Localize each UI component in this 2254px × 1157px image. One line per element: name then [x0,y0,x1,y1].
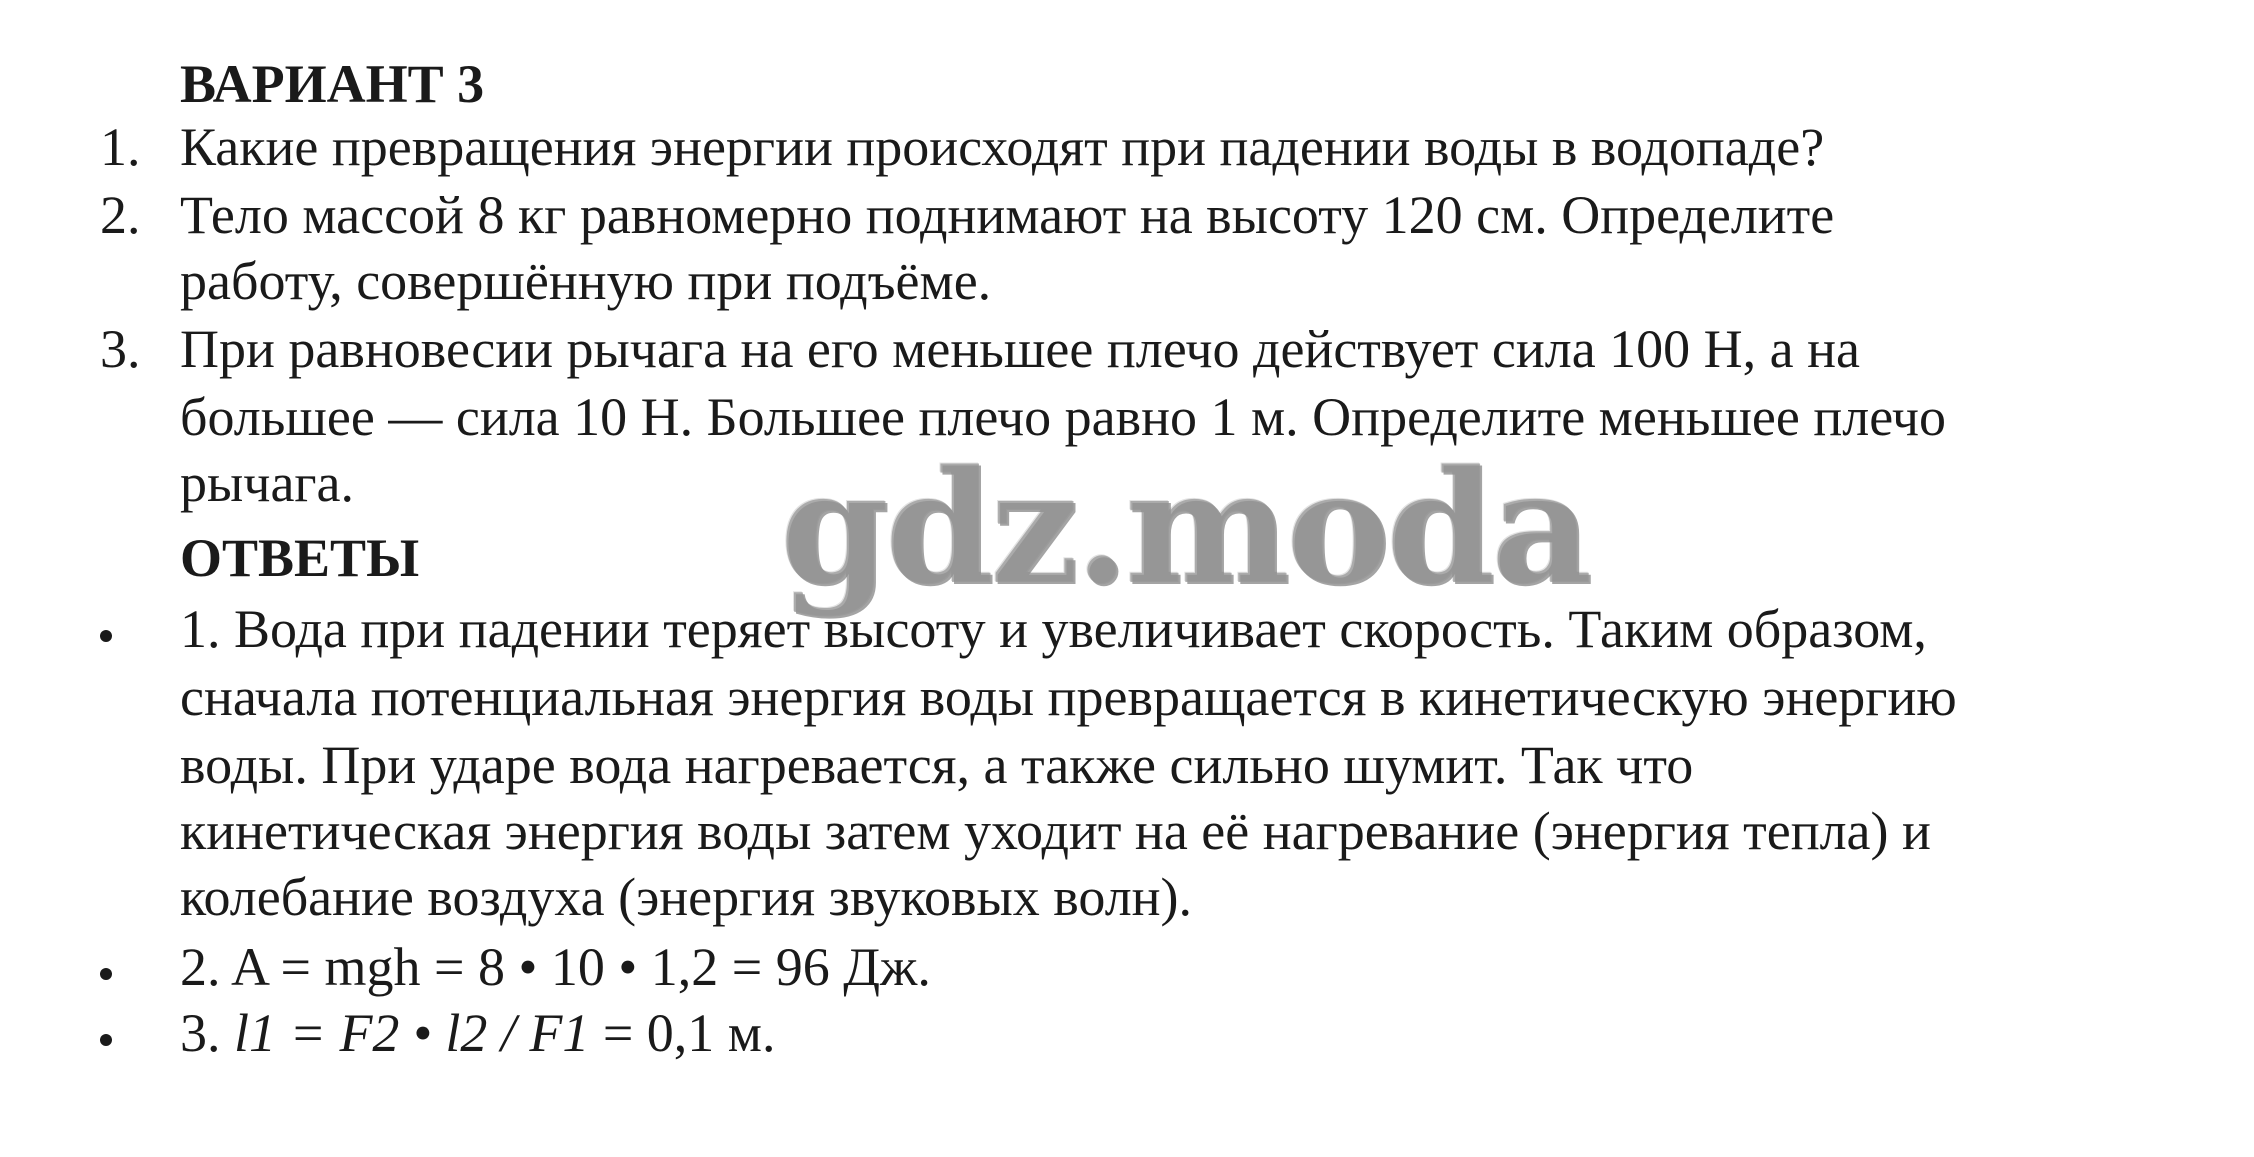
answer-3-line-1 [180,1000,775,1066]
answer-3-prefix: 3. [180,1003,234,1063]
question-1-number: 1. [100,117,141,177]
bullet-icon [100,968,112,980]
question-3-line-1: При равновесии рычага на его меньшее плечо действует сила 100 Н, а на [180,319,1861,379]
answer-1-line-3: воды. При ударе вода нагревается, а также сильно шумит. Так что [180,735,1694,795]
question-2-line-1: Тело массой 8 кг равномерно поднимают на высоту 120 см. Определите [180,185,1835,245]
bullet-icon [100,1034,112,1046]
answer-1-line-2: сначала потенциальная энергия воды превращается в кинетическую энергию [180,667,1957,727]
answer-1-line-1: 1. Вода при падении теряет высоту и увеличивает скорость. Таким образом, [180,599,1927,659]
variant-title: ВАРИАНТ 3 [180,54,485,114]
question-2-line-2: работу, совершённую при подъёме. [180,251,992,311]
question-2-number: 2. [100,185,141,245]
answers-title: ОТВЕТЫ [180,528,420,588]
answer-1-line-4: кинетическая энергия воды затем уходит на её нагревание (энергия тепла) и [180,801,1931,861]
question-3-number: 3. [100,319,141,379]
question-3-line-2: большее — сила 10 Н. Большее плечо равно 1 м. Определите меньшее плечо [180,387,1946,447]
answer-1-line-5: колебание воздуха (энергия звуковых волн). [180,867,1193,927]
watermark-logo: gdz.moda [780,436,1589,619]
answer-3-formula: l1 = F2 • l2 / F1 [234,1003,590,1063]
answer-2-line-1: 2. A = mgh = 8 • 10 • 1,2 = 96 Дж. [180,937,931,997]
answer-3-suffix: = 0,1 м. [589,1003,776,1063]
question-3-line-3: рычага. [180,453,355,513]
question-1-line-1: Какие превращения энергии происходят при падении воды в водопаде? [180,117,1825,177]
bullet-icon [100,630,112,642]
